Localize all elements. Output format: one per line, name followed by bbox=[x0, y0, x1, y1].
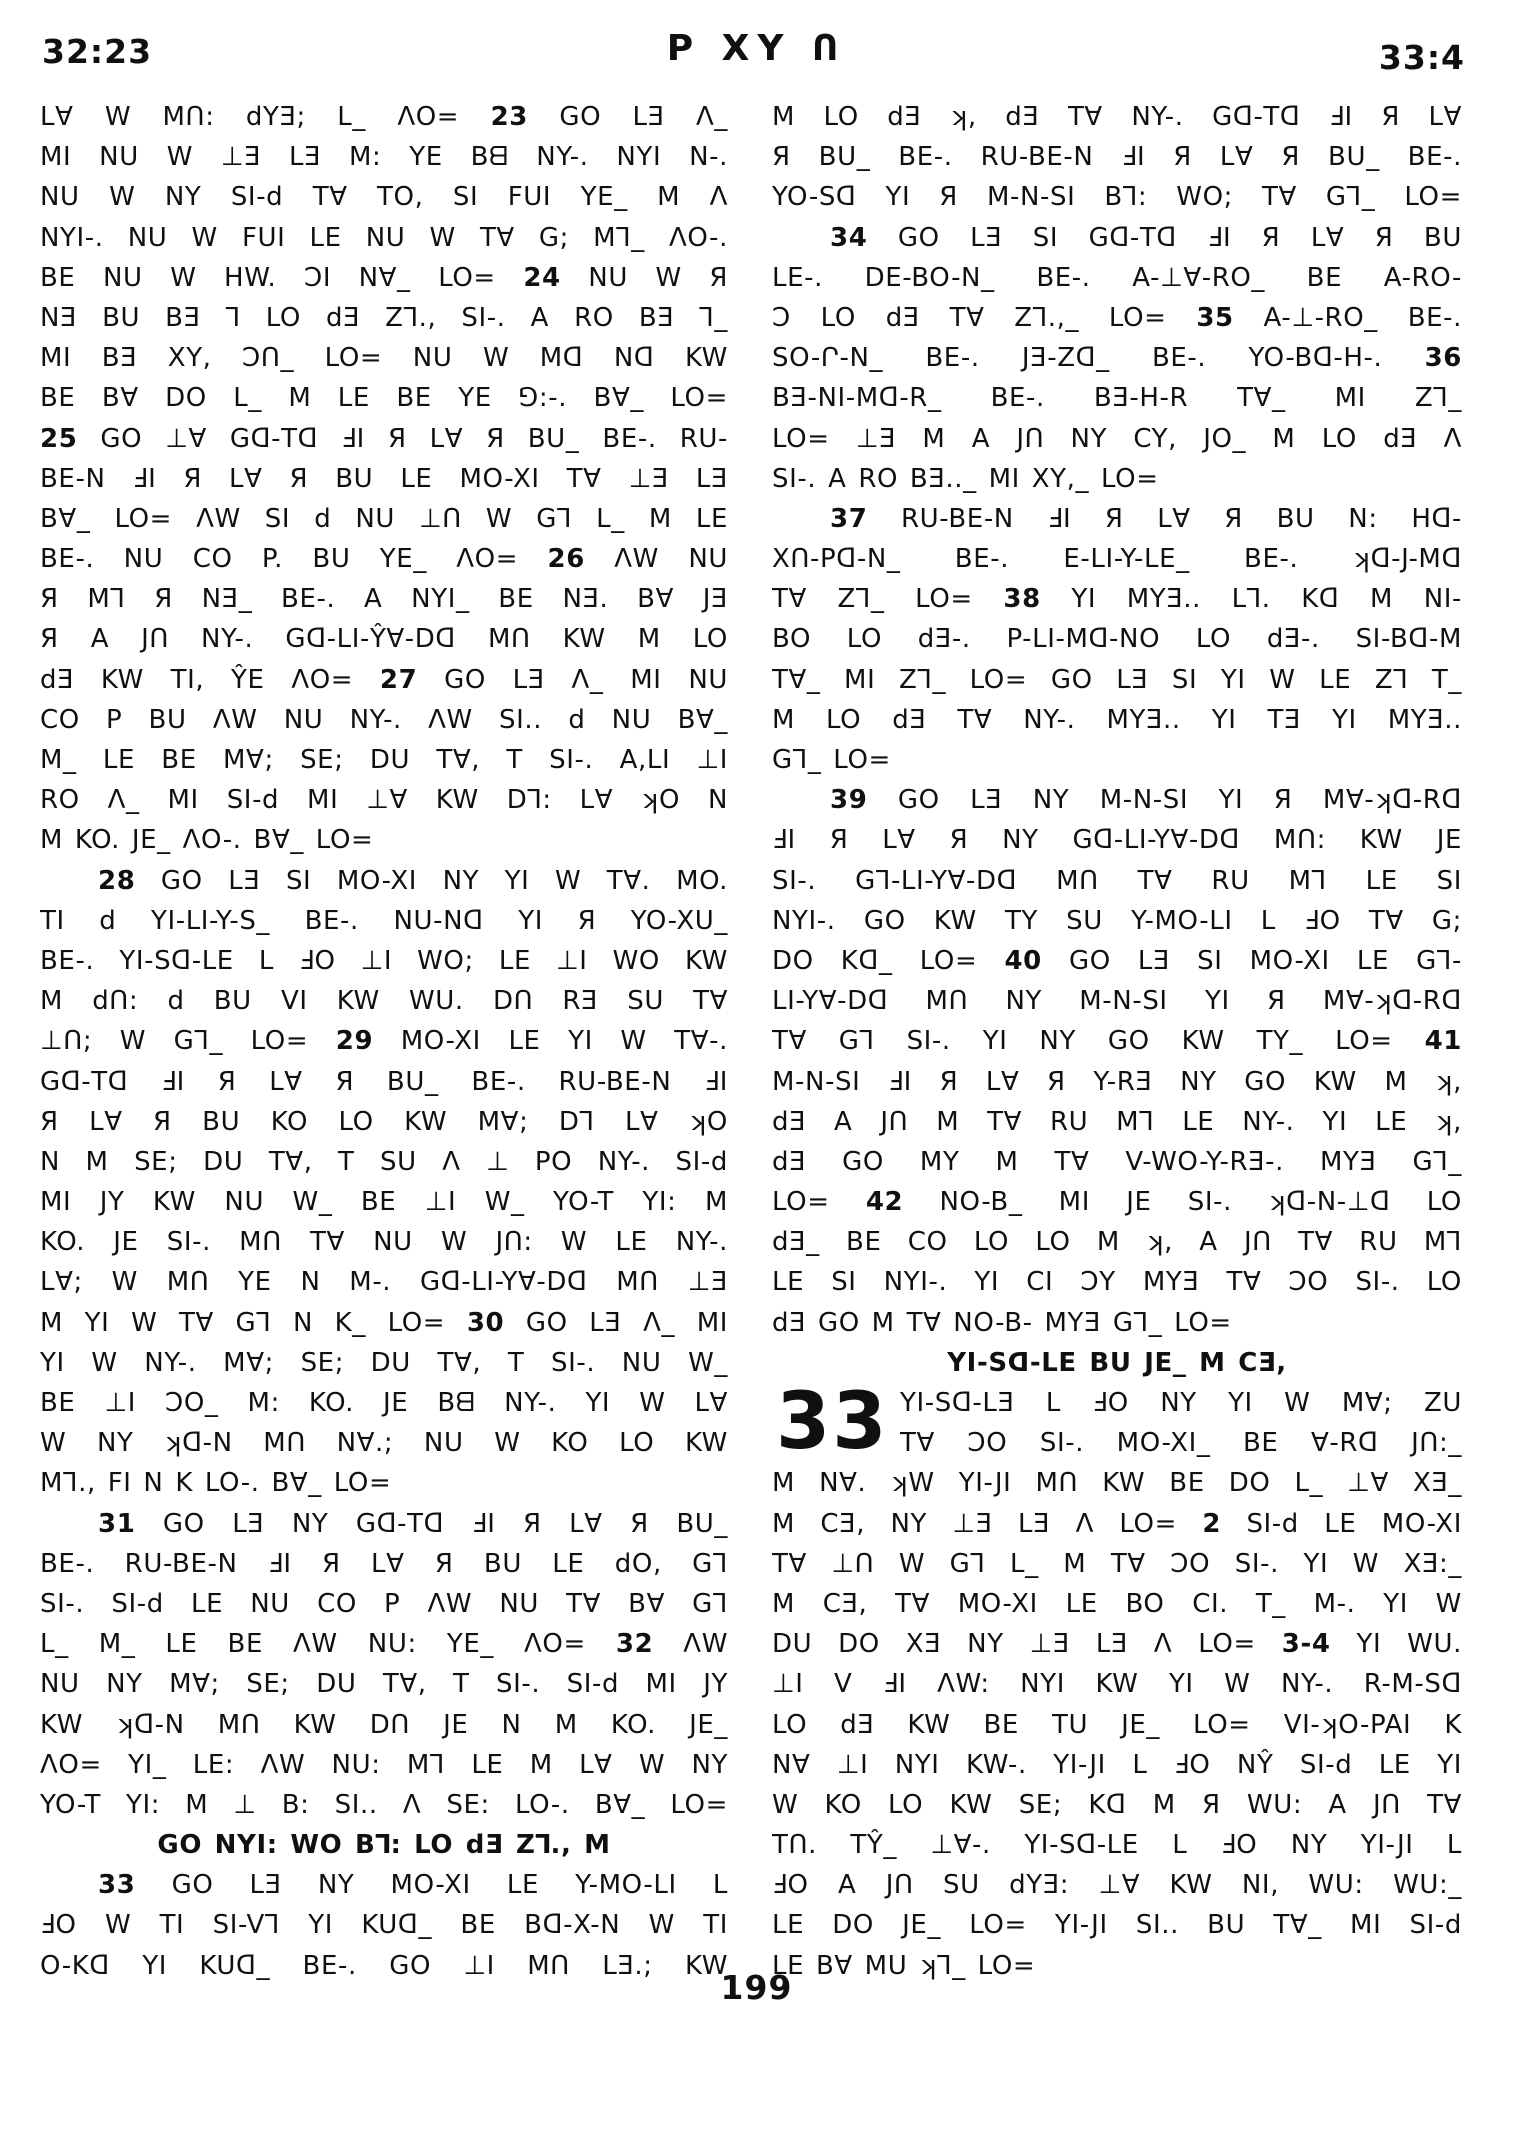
line-text: 34 GO LƎ SI Gᗡ-Tᗡ ℲI Я L∀ Я BU bbox=[830, 222, 1462, 253]
text-line bbox=[772, 177, 1462, 217]
text-line bbox=[40, 338, 728, 378]
line-text: LE DO JE_ LO= YI-JI SI.. BU T∀_ MI SI-d bbox=[772, 1910, 1462, 1941]
line-text: MI BƎ XY, ƆՈ_ LO= NU W Mᗡ Nᗡ KW bbox=[40, 343, 728, 374]
text-line bbox=[40, 619, 728, 659]
text-line bbox=[772, 941, 1462, 981]
text-line bbox=[40, 539, 728, 579]
line-text: BE-. RU-BE-N ℲI Я L∀ Я BU LE dO, G⅂ bbox=[40, 1548, 728, 1579]
line-text: NƎ BU BƎ ⅂ LO dƎ Z⅂., SI-. A RO BƎ ⅂_ bbox=[40, 302, 728, 333]
text-line bbox=[40, 1182, 728, 1222]
line-text: T∀ Z⅂_ LO= 38 YI MYƎ.. L⅂. Kᗡ M NI- bbox=[772, 584, 1462, 615]
line-text: T∀_ MI Z⅂_ LO= GO LƎ SI YI W LE Z⅂ T_ bbox=[772, 664, 1462, 695]
line-text: ℲI Я L∀ Я NY Gᗡ-LI-Y∀-Dᗡ MՈ: KW JE bbox=[772, 825, 1462, 856]
text-line bbox=[40, 901, 728, 941]
line-text: dƎ_ BE CO LO LO M ʞ, A JՈ T∀ RU M⅂ bbox=[772, 1227, 1462, 1258]
text-line bbox=[40, 1745, 728, 1785]
text-line bbox=[772, 1021, 1462, 1061]
line-text: GO NYI: WO B⅂: LO dƎ Z⅂., M bbox=[157, 1830, 611, 1861]
line-text: B∀_ LO= ΛW SI d NU ⊥Ո W G⅂ L_ M LE bbox=[40, 503, 728, 534]
line-text: 28 GO LƎ SI MO-XI NY YI W T∀. MO. bbox=[98, 865, 728, 896]
text-line bbox=[772, 1825, 1462, 1865]
line-text: Я L∀ Я BU KO LO KW M∀; D⅂ L∀ ʞO bbox=[40, 1106, 728, 1137]
text-line bbox=[40, 459, 728, 499]
line-text: YI-Sᗡ-LƎ L ℲO NY YI W M∀; ZU bbox=[900, 1388, 1462, 1418]
section-heading-line bbox=[40, 1825, 728, 1865]
line-text: W KO LO KW SE; Kᗡ M Я WU: A JՈ T∀ bbox=[772, 1789, 1462, 1820]
text-line bbox=[772, 539, 1462, 579]
line-text: O-Kᗡ YI KUᗡ_ BE-. GO ⊥I MՈ LƎ.; KW bbox=[40, 1950, 728, 1981]
text-line bbox=[40, 1222, 728, 1262]
chapter-number-dropcap: 33 bbox=[776, 1377, 889, 1467]
line-text: W NY ʞᗡ-N MՈ N∀.; NU W KO LO KW bbox=[40, 1428, 728, 1459]
line-text: Gᗡ-Tᗡ ℲI Я L∀ Я BU_ BE-. RU-BE-N ℲI bbox=[40, 1066, 728, 1097]
line-text: N M SE; DU T∀, T SU Λ ⊥ PO NY-. SI-d bbox=[40, 1146, 728, 1177]
line-text: Я BU_ BE-. RU-BE-N ℲI Я L∀ Я BU_ BE-. bbox=[772, 142, 1462, 173]
line-text: LO= ⊥Ǝ M A JՈ NY CY, JO_ M LO dƎ Λ bbox=[772, 423, 1462, 454]
line-text: M CƎ, NY ⊥Ǝ LƎ Λ LO= 2 SI-d LE MO-XI bbox=[772, 1508, 1462, 1539]
text-line bbox=[772, 1584, 1462, 1624]
text-line bbox=[40, 1021, 728, 1061]
text-line bbox=[772, 1142, 1462, 1182]
text-line bbox=[40, 700, 728, 740]
text-column-left bbox=[40, 97, 728, 1986]
text-line bbox=[40, 378, 728, 418]
text-line bbox=[40, 1343, 728, 1383]
text-line bbox=[40, 1785, 728, 1825]
text-line bbox=[772, 1705, 1462, 1745]
text-line bbox=[772, 1423, 1462, 1463]
text-line bbox=[772, 1504, 1462, 1544]
text-line bbox=[772, 258, 1462, 298]
text-line bbox=[772, 1222, 1462, 1262]
line-text: ΛO= YI_ LE: ΛW NU: M⅂ LE M L∀ W NY bbox=[40, 1749, 728, 1780]
text-line bbox=[772, 499, 1462, 539]
line-text: 33 GO LƎ NY MO-XI LE Y-MO-LI L bbox=[98, 1870, 728, 1901]
text-line bbox=[40, 1584, 728, 1624]
line-text: YI W NY-. M∀; SE; DU T∀, T SI-. NU W_ bbox=[40, 1347, 728, 1378]
text-line bbox=[772, 1624, 1462, 1664]
text-line bbox=[40, 579, 728, 619]
text-line bbox=[40, 1705, 728, 1745]
line-text: M_ LE BE M∀; SE; DU T∀, T SI-. A,LI ⊥I bbox=[40, 745, 728, 775]
text-line bbox=[772, 298, 1462, 338]
line-text: BE-N ℲI Я L∀ Я BU LE MO-XI T∀ ⊥Ǝ LƎ bbox=[40, 463, 728, 494]
line-text: LE-. DE-BO-N_ BE-. A-⊥∀-RO_ BE A-RO- bbox=[772, 262, 1462, 293]
line-text: BE NU W HW. ƆI N∀_ LO= 24 NU W Я bbox=[40, 262, 728, 293]
line-text: G⅂_ LO= bbox=[772, 745, 891, 775]
line-text: dƎ A JՈ M T∀ RU M⅂ LE NY-. YI LE ʞ, bbox=[772, 1106, 1462, 1137]
line-text: M LO dƎ T∀ NY-. MYƎ.. YI TƎ YI MYƎ.. bbox=[772, 704, 1462, 735]
text-line bbox=[772, 218, 1462, 258]
line-text: T∀ ƆO SI-. MO-XI_ BE ∀-Rᗡ JՈ:_ bbox=[900, 1428, 1462, 1459]
line-text: M N∀. ʞW YI-JI MՈ KW BE DO L_ ⊥∀ XƎ_ bbox=[772, 1468, 1462, 1499]
line-text: 25 GO ⊥∀ Gᗡ-Tᗡ ℲI Я L∀ Я BU_ BE-. RU- bbox=[40, 423, 728, 454]
line-text: L∀ W MՈ: dYƎ; L_ ΛO= 23 GO LƎ Λ_ bbox=[40, 102, 728, 132]
line-text: BƎ-NI-Mᗡ-R_ BE-. BƎ-H-R T∀_ MI Z⅂_ bbox=[772, 383, 1462, 414]
line-text: SI-. G⅂-LI-Y∀-Dᗡ MՈ T∀ RU M⅂ LE SI bbox=[772, 865, 1462, 896]
line-text: N∀ ⊥I NYI KW-. YI-JI L ℲO NŶ SI-d LE YI bbox=[772, 1749, 1462, 1780]
text-line bbox=[772, 1062, 1462, 1102]
line-text: TI d YI-LI-Y-S_ BE-. NU-Nᗡ YI Я YO-XU_ bbox=[40, 905, 728, 936]
line-text: BE ⊥I ƆO_ M: KO. JE Bᗺ NY-. YI W L∀ bbox=[40, 1388, 728, 1418]
text-line bbox=[772, 1463, 1462, 1503]
line-text: SO-Ր-N_ BE-. JƎ-Zᗡ_ BE-. YO-Bᗡ-H-. 36 bbox=[772, 343, 1462, 374]
line-text: LO= 42 NO-B_ MI JE SI-. ʞᗡ-N-⊥ᗡ LO bbox=[772, 1187, 1462, 1218]
text-line bbox=[772, 981, 1462, 1021]
text-line bbox=[40, 258, 728, 298]
line-text: M CƎ, T∀ MO-XI LE BO CI. T_ M-. YI W bbox=[772, 1588, 1462, 1619]
text-line bbox=[772, 619, 1462, 659]
page-number: 199 bbox=[720, 1968, 793, 2007]
line-text: MI NU W ⊥Ǝ LƎ M: YE Bᗺ NY-. NYI N-. bbox=[40, 142, 728, 173]
line-text: Я A JՈ NY-. Gᗡ-LI-Ŷ∀-Dᗡ MՈ KW M LO bbox=[40, 624, 728, 655]
line-text: CO P BU ΛW NU NY-. ΛW SI.. d NU B∀_ bbox=[40, 704, 728, 735]
line-text: KW ʞᗡ-N MՈ KW DՈ JE N M KO. JE_ bbox=[40, 1709, 728, 1740]
line-text: BO LO dƎ-. P-LI-Mᗡ-NO LO dƎ-. SI-Bᗡ-M bbox=[772, 624, 1462, 655]
line-text: dƎ GO MY M T∀ V-WO-Y-RƎ-. MYƎ G⅂_ bbox=[772, 1146, 1462, 1177]
line-text: YO-T YI: M ⊥ B: SI.. Λ SE: LO-. B∀_ LO= bbox=[40, 1789, 728, 1820]
text-line bbox=[772, 1745, 1462, 1785]
text-line bbox=[772, 1865, 1462, 1905]
line-text: Ɔ LO dƎ T∀ Z⅂.,_ LO= 35 A-⊥-RO_ BE-. bbox=[772, 302, 1462, 333]
text-line bbox=[40, 1624, 728, 1664]
line-text: dƎ GO M T∀ NO-B- MYƎ G⅂_ LO= bbox=[772, 1307, 1232, 1338]
text-line bbox=[40, 177, 728, 217]
text-line bbox=[40, 861, 728, 901]
text-line bbox=[40, 137, 728, 177]
text-line bbox=[772, 1102, 1462, 1142]
text-line bbox=[40, 1423, 728, 1463]
header-verse-ref-left: 32:23 bbox=[42, 32, 153, 71]
text-line bbox=[772, 137, 1462, 177]
line-text: ℲO W TI SI-V⅂ YI KUᗡ_ BE Bᗡ-X-N W TI bbox=[40, 1910, 728, 1941]
line-text: NYI-. GO KW TY SU Y-MO-LI L ℲO T∀ G; bbox=[772, 905, 1462, 936]
line-text: NU NY M∀; SE; DU T∀, T SI-. SI-d MI JY bbox=[40, 1669, 728, 1700]
text-line bbox=[772, 1262, 1462, 1302]
line-text: 37 RU-BE-N ℲI Я L∀ Я BU N: Hᗡ- bbox=[830, 503, 1462, 534]
line-text: ℲO A JՈ SU dYƎ: ⊥∀ KW NI, WU: WU:_ bbox=[772, 1870, 1462, 1901]
text-line bbox=[40, 499, 728, 539]
line-text: DU DO XƎ NY ⊥Ǝ LƎ Λ LO= 3-4 YI WU. bbox=[772, 1629, 1462, 1660]
text-line bbox=[772, 1905, 1462, 1945]
line-text: LI-Y∀-Dᗡ MՈ NY M-N-SI YI Я M∀-ʞᗡ-Rᗡ bbox=[772, 986, 1462, 1017]
text-line bbox=[772, 740, 1462, 780]
line-text: T∀ ⊥Ո W G⅂ L_ M T∀ ƆO SI-. YI W XƎ:_ bbox=[772, 1548, 1462, 1579]
line-text: Я M⅂ Я NƎ_ BE-. A NYI_ BE NƎ. B∀ JƎ bbox=[40, 584, 728, 615]
line-text: BE-. YI-Sᗡ-LE L ℲO ⊥I WO; LE ⊥I WO KW bbox=[40, 945, 728, 976]
text-line bbox=[40, 419, 728, 459]
text-line bbox=[40, 941, 728, 981]
text-line bbox=[40, 1664, 728, 1704]
line-text: BE-. NU CO P. BU YE_ ΛO= 26 ΛW NU bbox=[40, 544, 728, 575]
line-text: LO dƎ KW BE TU JE_ LO= VI-ʞO-PAI K bbox=[772, 1709, 1462, 1740]
text-line bbox=[40, 298, 728, 338]
line-text: KO. JE SI-. MՈ T∀ NU W JՈ: W LE NY-. bbox=[40, 1227, 728, 1258]
header-verse-ref-right: 33:4 bbox=[1378, 38, 1465, 77]
line-text: NU W NY SI-d T∀ TO, SI FUI YE_ M Λ bbox=[40, 182, 728, 213]
text-line bbox=[40, 740, 728, 780]
text-line bbox=[772, 378, 1462, 418]
line-text: T∀ G⅂ SI-. YI NY GO KW TY_ LO= 41 bbox=[772, 1026, 1462, 1057]
text-line bbox=[772, 97, 1462, 137]
text-line bbox=[772, 1664, 1462, 1704]
text-line bbox=[772, 419, 1462, 459]
text-line bbox=[40, 780, 728, 820]
line-text: SI-. A RO BƎ.._ MI XY,_ LO= bbox=[772, 463, 1159, 494]
text-line bbox=[40, 820, 728, 860]
text-line bbox=[40, 1262, 728, 1302]
line-text: ⊥Ո; W G⅂_ LO= 29 MO-XI LE YI W T∀-. bbox=[40, 1026, 728, 1057]
text-line bbox=[40, 1463, 728, 1503]
line-text: BE B∀ DO L_ M LE BE YE ⅁:-. B∀_ LO= bbox=[40, 383, 728, 414]
text-line bbox=[772, 820, 1462, 860]
line-text: SI-. SI-d LE NU CO P ΛW NU T∀ B∀ G⅂ bbox=[40, 1588, 728, 1619]
line-text: dƎ KW TI, ŶE ΛO= 27 GO LƎ Λ_ MI NU bbox=[40, 664, 728, 695]
line-text: YI-Sᗡ-LE BU JE_ M CƎ, bbox=[947, 1347, 1287, 1378]
text-line bbox=[772, 861, 1462, 901]
text-line bbox=[772, 700, 1462, 740]
line-text: YO-Sᗡ YI Я M-N-SI B⅂: WO; T∀ G⅂_ LO= bbox=[772, 182, 1462, 213]
line-text: L∀; W MՈ YE N M-. Gᗡ-LI-Y∀-Dᗡ MՈ ⊥Ǝ bbox=[40, 1267, 728, 1298]
text-line bbox=[40, 1504, 728, 1544]
line-text: M dՈ: d BU VI KW WU. DՈ RƎ SU T∀ bbox=[40, 986, 728, 1017]
line-text: M-N-SI ℲI Я L∀ Я Y-RƎ NY GO KW M ʞ, bbox=[772, 1066, 1462, 1097]
text-line bbox=[40, 97, 728, 137]
text-line bbox=[40, 1102, 728, 1142]
text-line bbox=[40, 1303, 728, 1343]
text-line bbox=[40, 1383, 728, 1423]
header-book-title: P XY Ո bbox=[666, 28, 847, 69]
text-line bbox=[772, 780, 1462, 820]
line-text: M YI W T∀ G⅂ N K_ LO= 30 GO LƎ Λ_ MI bbox=[40, 1307, 728, 1338]
text-line bbox=[40, 981, 728, 1021]
line-text: 31 GO LƎ NY Gᗡ-Tᗡ ℲI Я L∀ Я BU_ bbox=[98, 1508, 728, 1539]
line-text: M KO. JE_ ΛO-. B∀_ LO= bbox=[40, 825, 374, 856]
text-line bbox=[772, 1785, 1462, 1825]
text-line bbox=[40, 1865, 728, 1905]
line-text: NYI-. NU W FUI LE NU W T∀ G; M⅂_ ΛO-. bbox=[40, 222, 728, 253]
line-text: ⊥I V ℲI ΛW: NYI KW YI W NY-. R-M-Sᗡ bbox=[772, 1669, 1462, 1700]
text-line bbox=[40, 660, 728, 700]
text-line bbox=[40, 1905, 728, 1945]
line-text: L_ M_ LE BE ΛW NU: YE_ ΛO= 32 ΛW bbox=[40, 1629, 728, 1660]
line-text: LE B∀ MU ʞ⅂_ LO= bbox=[772, 1950, 1036, 1981]
line-text: MI JY KW NU W_ BE ⊥I W_ YO-T YI: M bbox=[40, 1187, 728, 1218]
text-line bbox=[772, 1544, 1462, 1584]
text-line bbox=[40, 1142, 728, 1182]
line-text: TՈ. TŶ_ ⊥∀-. YI-Sᗡ-LE L ℲO NY YI-JI L bbox=[772, 1830, 1462, 1861]
text-line bbox=[772, 1303, 1462, 1343]
line-text: RO Λ_ MI SI-d MI ⊥∀ KW D⅂: L∀ ʞO N bbox=[40, 785, 728, 816]
text-line bbox=[40, 218, 728, 258]
line-text: XՈ-Pᗡ-N_ BE-. E-LI-Y-LE_ BE-. ʞᗡ-J-Mᗡ bbox=[772, 544, 1462, 575]
line-text: DO Kᗡ_ LO= 40 GO LƎ SI MO-XI LE G⅂- bbox=[772, 945, 1462, 976]
text-line bbox=[40, 1544, 728, 1584]
text-line bbox=[772, 579, 1462, 619]
text-line bbox=[40, 1062, 728, 1102]
line-text: LE SI NYI-. YI CI ƆY MYƎ T∀ ƆO SI-. LO bbox=[772, 1267, 1462, 1298]
text-column-right bbox=[772, 97, 1462, 1986]
text-line bbox=[772, 338, 1462, 378]
line-text: 39 GO LƎ NY M-N-SI YI Я M∀-ʞᗡ-Rᗡ bbox=[830, 785, 1462, 816]
text-line bbox=[772, 660, 1462, 700]
text-line bbox=[772, 901, 1462, 941]
line-text: M⅂., FI N K LO-. B∀_ LO= bbox=[40, 1468, 392, 1499]
text-line bbox=[772, 1182, 1462, 1222]
text-line bbox=[772, 459, 1462, 499]
line-text: M LO dƎ ʞ, dƎ T∀ NY-. Gᗡ-Tᗡ ℲI Я L∀ bbox=[772, 102, 1462, 132]
